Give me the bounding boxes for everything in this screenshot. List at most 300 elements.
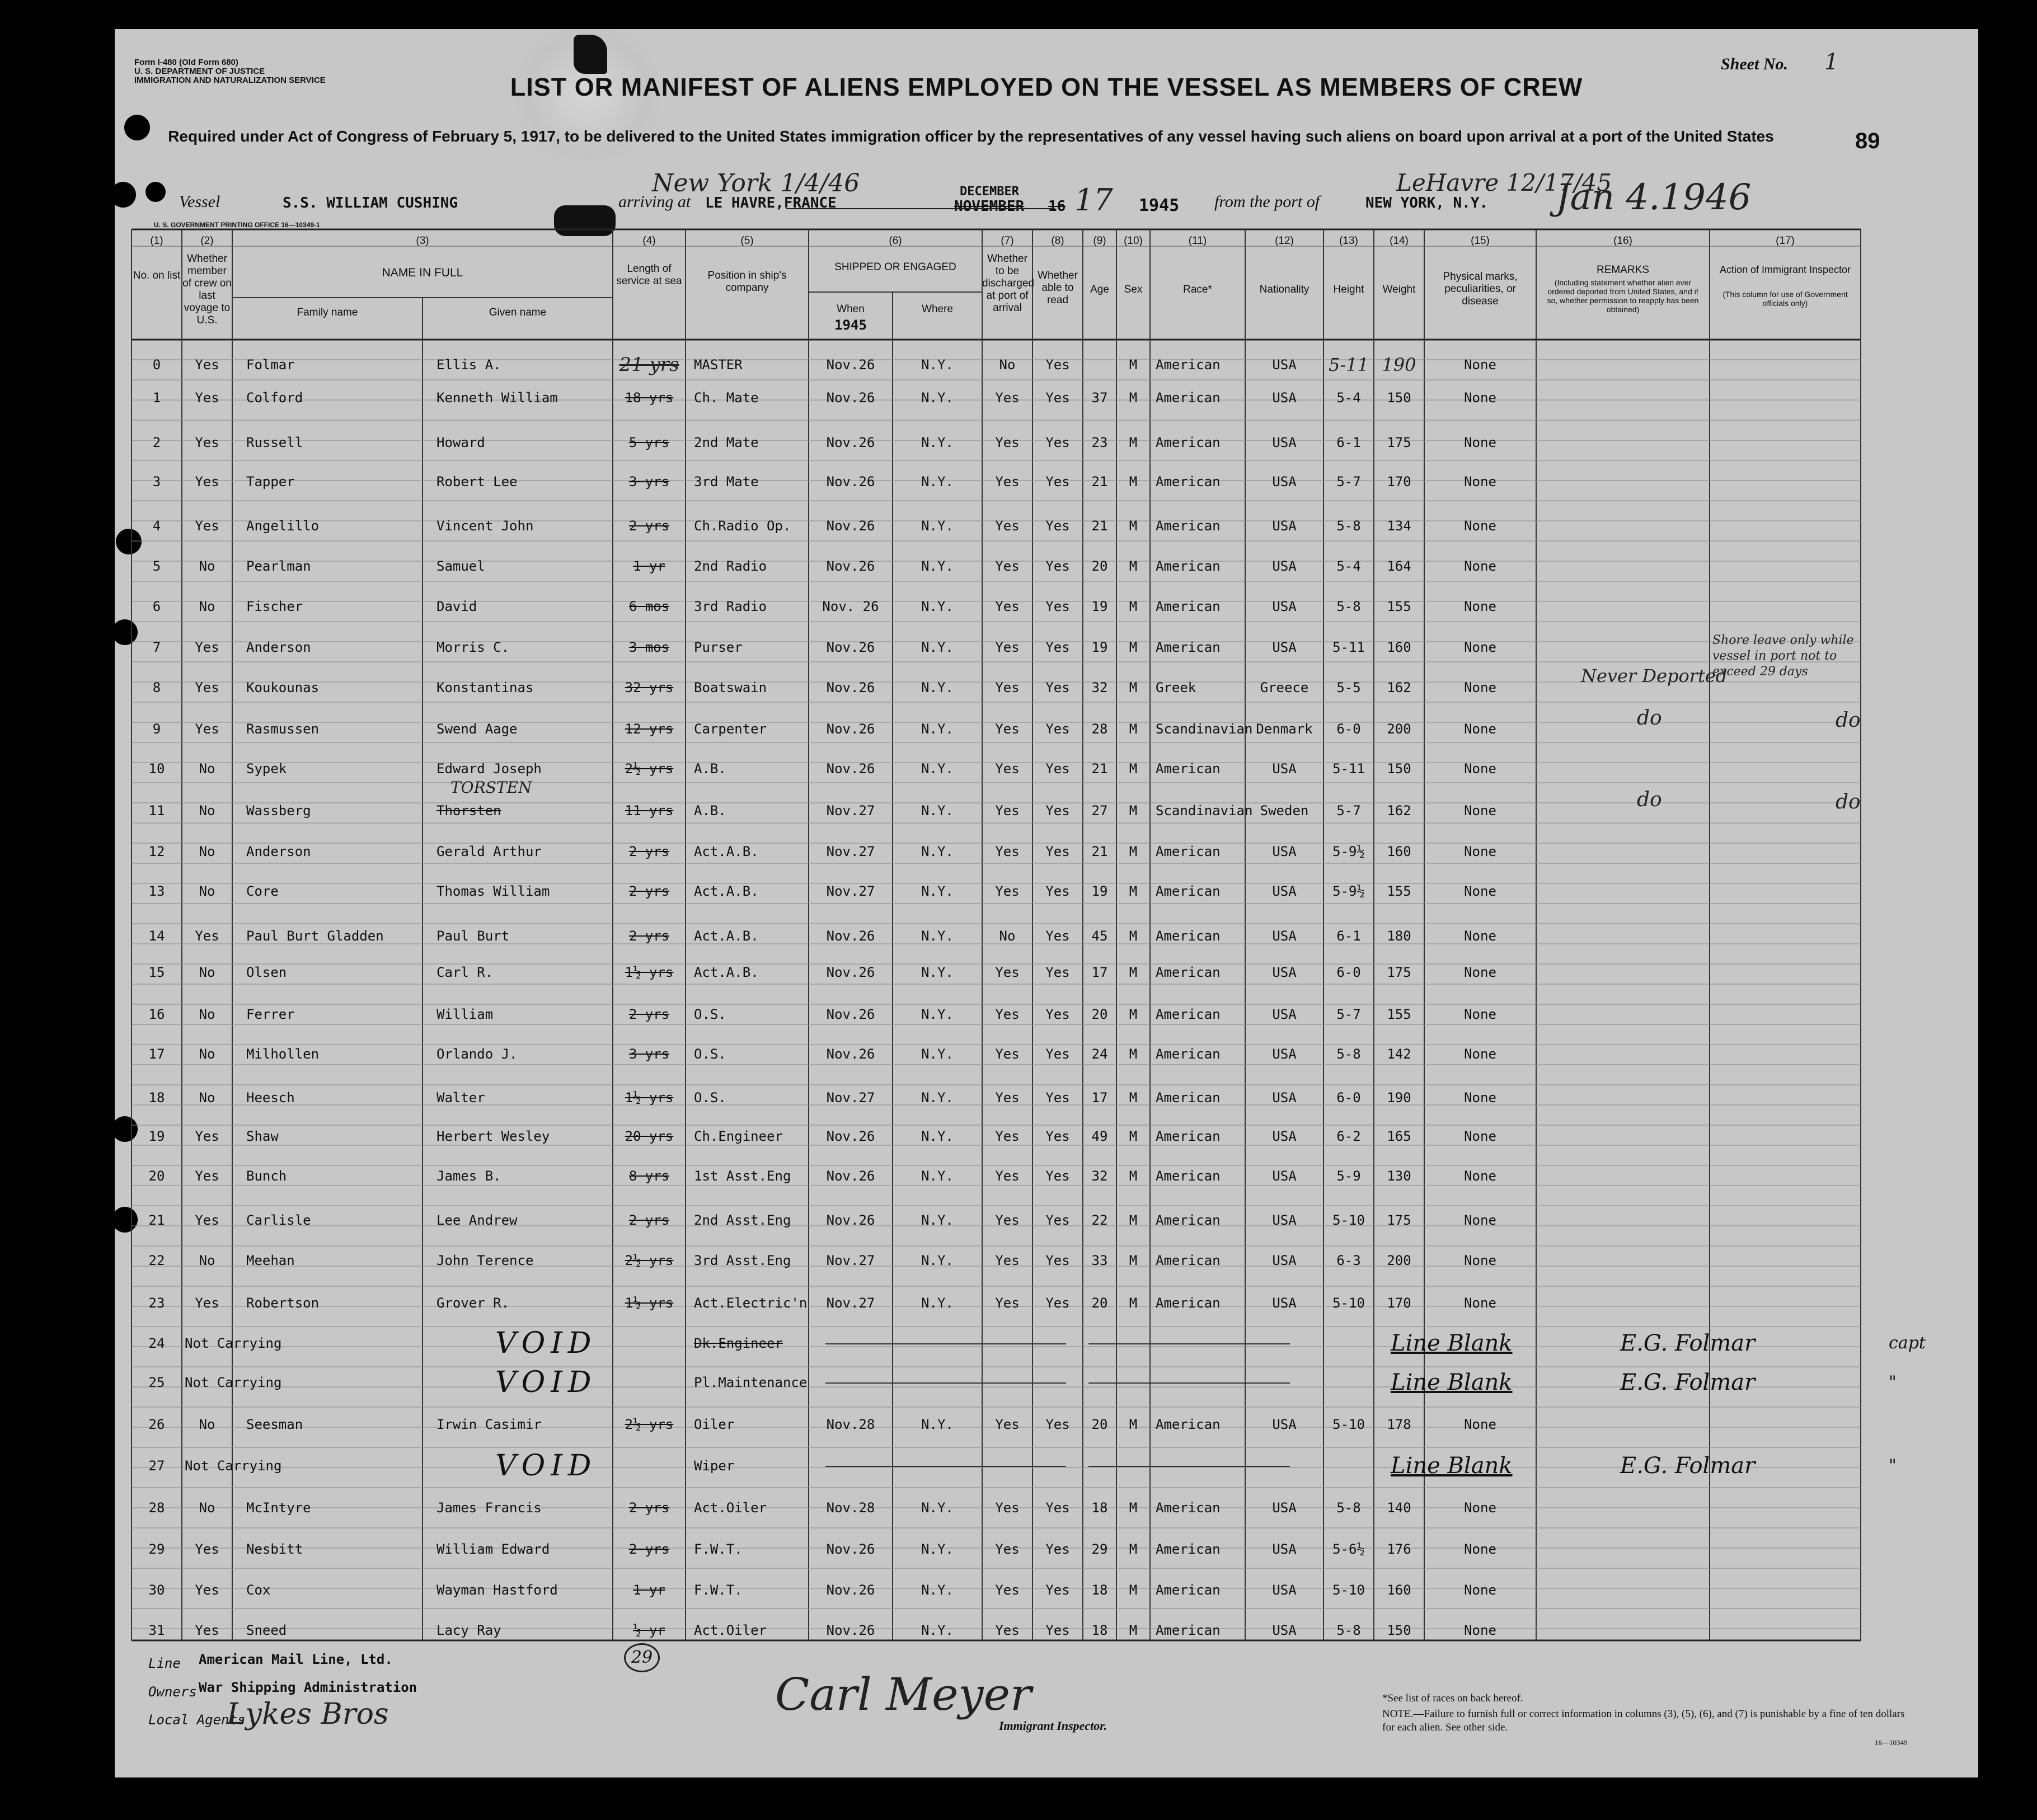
- cell-family: Anderson: [246, 844, 311, 859]
- cell-dis: Yes: [995, 965, 1020, 980]
- cell-nat: USA: [1272, 357, 1297, 373]
- cell-given: Konstantinas: [436, 680, 534, 695]
- cell-sex: M: [1129, 1168, 1138, 1184]
- cell-family: Milhollen: [246, 1046, 320, 1062]
- cell-given: Howard: [436, 435, 485, 450]
- cell-nat: USA: [1272, 599, 1297, 614]
- cell-read: Yes: [1045, 390, 1070, 406]
- cell-nat: USA: [1272, 1168, 1297, 1184]
- cell-when: Nov.28: [826, 1417, 875, 1432]
- cell-marks: None: [1464, 435, 1496, 450]
- cell-ht: 6-0: [1336, 1090, 1361, 1106]
- cell-nat: USA: [1272, 390, 1297, 406]
- cell-wt: 175: [1387, 1212, 1411, 1228]
- cell-sex: M: [1129, 1212, 1138, 1228]
- col-num-16: (16): [1613, 235, 1632, 247]
- cell-nat: USA: [1272, 1007, 1297, 1022]
- cell-last: Yes: [195, 518, 219, 534]
- cell-dis: Yes: [995, 1253, 1020, 1268]
- cell-sex: M: [1129, 1007, 1138, 1022]
- cell-len: 32 yrs: [625, 680, 674, 695]
- cell-when: Nov.26: [826, 1582, 875, 1598]
- cell-family: Nesbitt: [246, 1541, 303, 1557]
- cell-pos: Act.A.B.: [694, 883, 759, 899]
- cell-no: 29: [148, 1541, 165, 1557]
- cell-marks: None: [1464, 558, 1496, 574]
- cell-given: Gerald Arthur: [436, 844, 542, 859]
- col-num-13: (13): [1339, 235, 1358, 247]
- header-discharged: Whether to be discharged at port of arrival: [982, 253, 1034, 314]
- month-typed: DECEMBER: [960, 185, 1019, 199]
- line-blank-mark: Line Blank: [1391, 1330, 1513, 1356]
- cell-age: 24: [1091, 1046, 1108, 1062]
- cell-no: 2: [152, 435, 161, 450]
- col-num-17: (17): [1776, 235, 1795, 247]
- from-port: NEW YORK, N.Y.: [1365, 195, 1489, 211]
- cell-len: 3 yrs: [628, 474, 670, 490]
- cell-last: No: [199, 599, 215, 614]
- cell-no: 4: [152, 518, 161, 534]
- cell-last: Yes: [195, 474, 219, 490]
- table-row: [115, 627, 1978, 667]
- col-num-10: (10): [1124, 235, 1143, 247]
- cell-where: N.Y.: [921, 1500, 954, 1516]
- cell-family: Paul Burt Gladden: [246, 928, 384, 944]
- cell-last: Not Carrying: [185, 1335, 282, 1351]
- cell-sex: M: [1129, 1582, 1138, 1598]
- cell-given: Paul Burt: [436, 928, 510, 944]
- cell-len: 2½ yrs: [625, 761, 674, 777]
- cell-pos: A.B.: [694, 761, 726, 777]
- cell-ht: 5-8: [1336, 1500, 1361, 1516]
- cell-ht: 6-0: [1336, 965, 1361, 980]
- cell-len: 12 yrs: [625, 721, 674, 737]
- cell-nat: USA: [1272, 1541, 1297, 1557]
- cell-marks: None: [1464, 1417, 1496, 1432]
- void-mark: VOID: [495, 1449, 597, 1483]
- cell-read: Yes: [1045, 1007, 1070, 1022]
- cell-wt: 200: [1387, 721, 1411, 737]
- cell-race: Scandinavian: [1156, 721, 1253, 737]
- cell-marks: None: [1464, 357, 1496, 373]
- cell-read: Yes: [1045, 518, 1070, 534]
- cell-where: N.Y.: [921, 1582, 954, 1598]
- cell-ht: 5-8: [1336, 599, 1361, 614]
- cell-pos: Oiler: [694, 1417, 735, 1432]
- cell-read: Yes: [1045, 965, 1070, 980]
- cell-no: 14: [148, 928, 165, 944]
- cell-no: 27: [148, 1458, 165, 1474]
- cell-age: 45: [1091, 928, 1108, 944]
- table-row: [115, 831, 1978, 872]
- cell-last: No: [199, 1090, 215, 1106]
- cell-len: 20 yrs: [625, 1128, 674, 1144]
- cell-age: 20: [1091, 1295, 1108, 1311]
- header-when-year: 1945: [834, 317, 867, 333]
- cell-dis: Yes: [995, 558, 1020, 574]
- cell-ht: 5-4: [1336, 390, 1361, 406]
- day-printed: 16: [1048, 198, 1066, 215]
- cell-when: Nov.26: [826, 1623, 875, 1638]
- cell-read: Yes: [1045, 639, 1070, 655]
- cell-race: American: [1156, 1253, 1221, 1268]
- cell-wt: 160: [1387, 639, 1411, 655]
- cell-sex: M: [1129, 518, 1138, 534]
- cell-nat: USA: [1272, 639, 1297, 655]
- cell-when: Nov.27: [826, 803, 875, 819]
- cell-len: 3 mos: [628, 639, 670, 655]
- cell-marks: None: [1464, 1623, 1496, 1638]
- cell-sex: M: [1129, 883, 1138, 899]
- cell-where: N.Y.: [921, 1541, 954, 1557]
- cell-ht: 5-9: [1336, 1168, 1361, 1184]
- cell-when: Nov.26: [826, 1168, 875, 1184]
- remarks-entry: do: [1637, 707, 1662, 730]
- table-row: [115, 749, 1978, 789]
- cell-race: American: [1156, 1500, 1221, 1516]
- blank-line: [1088, 1343, 1290, 1344]
- cell-ht: 5-10: [1332, 1582, 1365, 1598]
- cell-dis: Yes: [995, 1417, 1020, 1432]
- cell-len: 2 yrs: [628, 1007, 670, 1022]
- cell-marks: None: [1464, 844, 1496, 859]
- captain-signature: E.G. Folmar: [1620, 1330, 1756, 1356]
- cell-where: N.Y.: [921, 1046, 954, 1062]
- cell-race: American: [1156, 1128, 1221, 1144]
- cell-no: 16: [148, 1007, 165, 1022]
- cell-age: 32: [1091, 680, 1108, 695]
- cell-wt: 170: [1387, 1295, 1411, 1311]
- cell-no: 5: [152, 558, 161, 574]
- cell-dis: Yes: [995, 1090, 1020, 1106]
- cell-sex: M: [1129, 965, 1138, 980]
- cell-age: 27: [1091, 803, 1108, 819]
- cell-age: 20: [1091, 558, 1108, 574]
- cell-given: Vincent John: [436, 518, 534, 534]
- cell-pos: 2nd Mate: [694, 435, 759, 450]
- blank-line: [1088, 1466, 1290, 1467]
- cell-marks: None: [1464, 1090, 1496, 1106]
- header-when: When: [837, 303, 865, 315]
- cell-wt: 175: [1387, 965, 1411, 980]
- cell-read: Yes: [1045, 1046, 1070, 1062]
- cell-sex: M: [1129, 1623, 1138, 1638]
- cell-race: American: [1156, 1582, 1221, 1598]
- cell-sex: M: [1129, 435, 1138, 450]
- cell-ht: 6-1: [1336, 435, 1361, 450]
- cell-marks: None: [1464, 1582, 1496, 1598]
- cell-dis: Yes: [995, 761, 1020, 777]
- cell-where: N.Y.: [921, 965, 954, 980]
- cell-pos: Dk.Engineer: [694, 1335, 783, 1351]
- cell-family: Koukounas: [246, 680, 320, 695]
- cell-pos: MASTER: [694, 357, 743, 373]
- cell-nat: USA: [1272, 1090, 1297, 1106]
- cell-when: Nov.26: [826, 1046, 875, 1062]
- cell-given: Carl R.: [436, 965, 494, 980]
- cell-race: American: [1156, 558, 1221, 574]
- cell-pos: Purser: [694, 639, 743, 655]
- cell-given: Irwin Casimir: [436, 1417, 542, 1432]
- table-row: [115, 546, 1978, 586]
- cell-no: 25: [148, 1375, 165, 1390]
- col-num-1: (1): [150, 235, 163, 247]
- cell-read: Yes: [1045, 1295, 1070, 1311]
- cell-given: James B.: [436, 1168, 501, 1184]
- header-length-service: Length of service at sea: [616, 263, 682, 287]
- cell-marks: None: [1464, 1541, 1496, 1557]
- cell-pos: 2nd Radio: [694, 558, 767, 574]
- cell-wt: 164: [1387, 558, 1411, 574]
- cell-wt: 200: [1387, 1253, 1411, 1268]
- voyage-year: 1945: [1139, 196, 1180, 215]
- cell-ht: 5-7: [1336, 1007, 1361, 1022]
- cell-nat: USA: [1272, 558, 1297, 574]
- cell-last: No: [199, 1253, 215, 1268]
- cell-read: Yes: [1045, 1168, 1070, 1184]
- cell-last: Yes: [195, 1541, 219, 1557]
- header-given-name: Given name: [489, 307, 547, 318]
- cell-pos: 1st Asst.Eng: [694, 1168, 791, 1184]
- cell-where: N.Y.: [921, 1168, 954, 1184]
- cell-when: Nov.27: [826, 1295, 875, 1311]
- cell-when: Nov.27: [826, 883, 875, 899]
- cell-race: Scandinavian: [1156, 803, 1253, 819]
- cell-sex: M: [1129, 1295, 1138, 1311]
- cell-sex: M: [1129, 680, 1138, 695]
- cell-when: Nov.27: [826, 1253, 875, 1268]
- cell-nat: USA: [1272, 1128, 1297, 1144]
- cell-age: 17: [1091, 965, 1108, 980]
- cell-when: Nov.26: [826, 558, 875, 574]
- cell-ht: 5-11: [1332, 761, 1365, 777]
- sheet-number-label: Sheet No.: [1721, 55, 1788, 73]
- cell-where: N.Y.: [921, 928, 954, 944]
- cell-family: Carlisle: [246, 1212, 311, 1228]
- cell-wt: 165: [1387, 1128, 1411, 1144]
- cell-len: 8 yrs: [628, 1168, 670, 1184]
- cell-age: 23: [1091, 435, 1108, 450]
- cell-marks: None: [1464, 639, 1496, 655]
- cell-no: 20: [148, 1168, 165, 1184]
- cell-ht: 6-0: [1336, 721, 1361, 737]
- cell-ht: 6-1: [1336, 928, 1361, 944]
- cell-len: 6 mos: [628, 599, 670, 614]
- cell-family: Colford: [246, 390, 303, 406]
- cell-pos: Wiper: [694, 1458, 735, 1474]
- cell-last: Yes: [195, 1295, 219, 1311]
- cell-len: 1½ yrs: [625, 1295, 674, 1311]
- cell-where: N.Y.: [921, 1253, 954, 1268]
- cell-given: William Edward: [436, 1541, 550, 1557]
- cell-dis: Yes: [995, 803, 1020, 819]
- cell-when: Nov.28: [826, 1500, 875, 1516]
- cell-when: Nov.26: [826, 1541, 875, 1557]
- cell-sex: M: [1129, 761, 1138, 777]
- cell-pos: Act.A.B.: [694, 965, 759, 980]
- header-remarks: REMARKS: [1597, 264, 1649, 276]
- cell-wt: 155: [1387, 883, 1411, 899]
- cell-marks: None: [1464, 1128, 1496, 1144]
- line-label: Line: [148, 1656, 181, 1671]
- inspector-action-entry: Shore leave only while vessel in port not to exceed 29 days: [1712, 633, 1854, 679]
- cell-age: 49: [1091, 1128, 1108, 1144]
- cell-last: Not Carrying: [185, 1458, 282, 1474]
- table-row: [115, 1610, 1978, 1650]
- cell-pos: Ch.Radio Op.: [694, 518, 791, 534]
- cell-read: Yes: [1045, 761, 1070, 777]
- cell-marks: None: [1464, 1046, 1496, 1062]
- cell-family: Folmar: [246, 357, 295, 373]
- cell-ht: 5-11: [1329, 354, 1369, 375]
- cell-pos: 3rd Asst.Eng: [694, 1253, 791, 1268]
- cell-ht: 5-10: [1332, 1417, 1365, 1432]
- cell-len: 2 yrs: [628, 1541, 670, 1557]
- page-subtitle: Required under Act of Congress of February 5, 1917, to be delivered to the United States immigration officer by the representatives of any vessel having such aliens on board upon arrival at a port of the United States: [168, 128, 1774, 145]
- cell-given: Herbert Wesley: [436, 1128, 550, 1144]
- cell-last: Yes: [195, 680, 219, 695]
- cell-marks: None: [1464, 680, 1496, 695]
- table-row: [115, 994, 1978, 1034]
- cell-read: Yes: [1045, 1500, 1070, 1516]
- header-shipped-engaged: SHIPPED OR ENGAGED: [834, 261, 956, 273]
- cell-read: Yes: [1045, 844, 1070, 859]
- cell-pos: Act.Oiler: [694, 1500, 767, 1516]
- cell-sex: M: [1129, 474, 1138, 490]
- printing-office: U. S. GOVERNMENT PRINTING OFFICE 16—10349-1: [154, 221, 320, 229]
- table-row: [115, 1078, 1978, 1118]
- cell-race: American: [1156, 390, 1221, 406]
- cell-no: 6: [152, 599, 161, 614]
- count-circle: 29: [624, 1643, 660, 1672]
- cell-family: McIntyre: [246, 1500, 311, 1516]
- cell-where: N.Y.: [921, 390, 954, 406]
- cell-where: N.Y.: [921, 1623, 954, 1638]
- signature-note: capt: [1889, 1333, 1926, 1353]
- cell-where: N.Y.: [921, 1295, 954, 1311]
- cell-dis: No: [999, 928, 1016, 944]
- department: U. S. DEPARTMENT OF JUSTICE: [134, 67, 265, 76]
- header-able-to-read: Whether able to read: [1038, 270, 1078, 306]
- cell-age: 19: [1091, 639, 1108, 655]
- local-agents-value: Lykes Bros: [227, 1697, 389, 1731]
- cell-race: American: [1156, 928, 1221, 944]
- cell-age: 20: [1091, 1417, 1108, 1432]
- table-row: [115, 1362, 1978, 1403]
- cell-len: 3 yrs: [628, 1046, 670, 1062]
- cell-pos: O.S.: [694, 1090, 726, 1106]
- header-action-inspector: Action of Immigrant Inspector: [1719, 264, 1851, 275]
- cell-wt: 155: [1387, 1007, 1411, 1022]
- hand-le-havre-date: LeHavre 12/17/45: [1396, 169, 1612, 196]
- cell-pos: Act.Oiler: [694, 1623, 767, 1638]
- cell-read: Yes: [1045, 928, 1070, 944]
- cell-marks: None: [1464, 803, 1496, 819]
- cell-pos: Act.A.B.: [694, 844, 759, 859]
- cell-last: No: [199, 1046, 215, 1062]
- cell-nat: Sweden: [1260, 803, 1309, 819]
- cell-last: No: [199, 1007, 215, 1022]
- cell-sex: M: [1129, 844, 1138, 859]
- cell-ht: 5-9½: [1332, 883, 1365, 899]
- header-position: Position in ship's company: [707, 270, 787, 294]
- cell-dis: Yes: [995, 390, 1020, 406]
- footer-code: 16—10349: [1875, 1738, 1908, 1747]
- remarks-entry: do: [1637, 788, 1662, 811]
- cell-pos: F.W.T.: [694, 1541, 743, 1557]
- cell-read: Yes: [1045, 1623, 1070, 1638]
- cell-when: Nov.27: [826, 844, 875, 859]
- cell-no: 0: [152, 357, 161, 373]
- table-row: [115, 1488, 1978, 1528]
- cell-last: Yes: [195, 390, 219, 406]
- cell-wt: 140: [1387, 1500, 1411, 1516]
- cell-family: Meehan: [246, 1253, 295, 1268]
- page-number: 89: [1855, 129, 1880, 153]
- cell-wt: 160: [1387, 1582, 1411, 1598]
- cell-sex: M: [1129, 1417, 1138, 1432]
- hand-arrival-date: Jan 4.1946: [1556, 177, 1752, 218]
- cell-dis: Yes: [995, 1500, 1020, 1516]
- cell-when: Nov.26: [826, 721, 875, 737]
- cell-last: Yes: [195, 1128, 219, 1144]
- cell-no: 19: [148, 1128, 165, 1144]
- cell-race: American: [1156, 1007, 1221, 1022]
- cell-when: Nov.26: [826, 639, 875, 655]
- cell-age: 22: [1091, 1212, 1108, 1228]
- from-port-label: from the port of: [1214, 192, 1320, 211]
- cell-family: Core: [246, 883, 279, 899]
- cell-family: Fischer: [246, 599, 303, 614]
- cell-dis: Yes: [995, 1168, 1020, 1184]
- cell-where: N.Y.: [921, 357, 954, 373]
- cell-nat: USA: [1272, 1417, 1297, 1432]
- cell-when: Nov.26: [826, 357, 875, 373]
- cell-given: James Francis: [436, 1500, 542, 1516]
- cell-race: Greek: [1156, 680, 1196, 695]
- cell-age: 33: [1091, 1253, 1108, 1268]
- cell-no: 1: [152, 390, 161, 406]
- cell-race: American: [1156, 1046, 1221, 1062]
- cell-where: N.Y.: [921, 680, 954, 695]
- cell-nat: USA: [1272, 965, 1297, 980]
- cell-when: Nov.26: [826, 390, 875, 406]
- cell-where: N.Y.: [921, 721, 954, 737]
- cell-read: Yes: [1045, 1582, 1070, 1598]
- cell-age: 21: [1091, 474, 1108, 490]
- cell-last: Yes: [195, 1212, 219, 1228]
- cell-marks: None: [1464, 599, 1496, 614]
- cell-wt: 150: [1387, 1623, 1411, 1638]
- col-num-3: (3): [416, 235, 429, 247]
- cell-marks: None: [1464, 928, 1496, 944]
- cell-last: No: [199, 1417, 215, 1432]
- cell-sex: M: [1129, 1046, 1138, 1062]
- cell-no: 10: [148, 761, 165, 777]
- line-value: American Mail Line, Ltd.: [199, 1652, 393, 1667]
- cell-pos: Act.A.B.: [694, 928, 759, 944]
- cell-read: Yes: [1045, 357, 1070, 373]
- cell-family: Shaw: [246, 1128, 279, 1144]
- cell-last: No: [199, 1500, 215, 1516]
- cell-read: Yes: [1045, 1128, 1070, 1144]
- cell-read: Yes: [1045, 1417, 1070, 1432]
- cell-wt: 150: [1387, 761, 1411, 777]
- cell-no: 11: [148, 803, 165, 819]
- cell-where: N.Y.: [921, 435, 954, 450]
- cell-age: 19: [1091, 883, 1108, 899]
- cell-len: ½ yr: [633, 1623, 665, 1638]
